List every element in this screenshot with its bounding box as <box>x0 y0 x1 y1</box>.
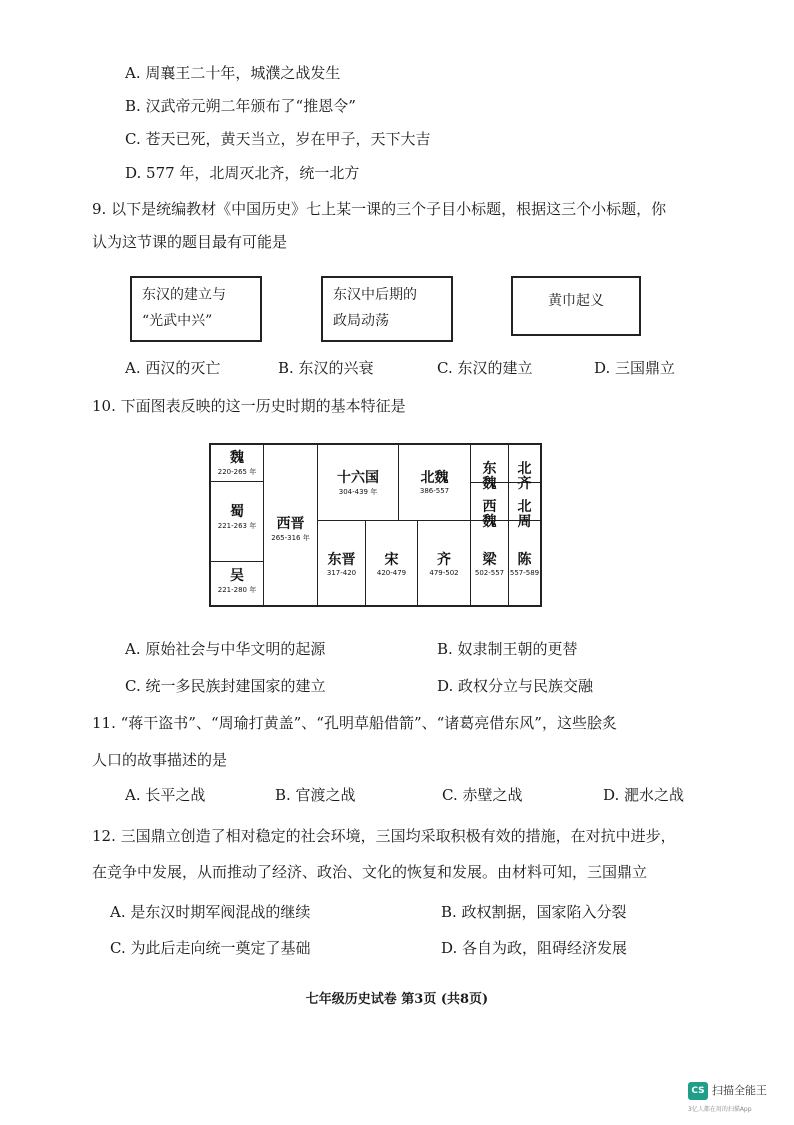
q9-stem-line1: 9. 以下是统编教材《中国历史》七上某一课的三个子目小标题，根据这三个小标题，你 <box>92 200 667 218</box>
cell-beizhou-name: 北 周 <box>517 499 532 530</box>
cell-dongjin <box>318 549 365 577</box>
q9-option-b: B. 东汉的兴衰 <box>278 359 374 377</box>
q9-box3-line1: 黄巾起义 <box>548 293 604 309</box>
q8-option-d: D. 577 年，北周灭北齐，统一北方 <box>125 164 360 182</box>
cell-song <box>366 549 417 577</box>
cell-shiliuguo <box>318 467 398 497</box>
page-footer: 七年级历史试卷 第3页 (共8页) <box>305 992 489 1007</box>
q9-box1-line2: “光武中兴” <box>142 313 213 329</box>
cell-dongjin-years: 317-420 <box>326 569 357 577</box>
cell-song-name: 宋 <box>384 552 399 568</box>
scanner-watermark <box>688 1080 788 1116</box>
cell-chen-name: 陈 <box>517 552 532 568</box>
cell-shiliuguo-years: 304-439 年 <box>338 488 378 496</box>
cell-wu-years: 221-280 年 <box>217 586 257 594</box>
q10-stem: 10. 下面图表反映的这一历史时期的基本特征是 <box>92 397 406 415</box>
q10-option-b: B. 奴隶制王朝的更替 <box>437 640 578 658</box>
cell-xijin <box>264 513 317 543</box>
q10-option-a: A. 原始社会与中华文明的起源 <box>125 640 326 658</box>
cell-beizhou <box>509 485 540 545</box>
cell-shu-years: 221-263 年 <box>217 522 257 530</box>
cell-beiqi-name: 北 齐 <box>517 461 532 492</box>
q9-option-d: D. 三国鼎立 <box>594 359 676 377</box>
q9-option-c: C. 东汉的建立 <box>437 359 533 377</box>
q11-option-b: B. 官渡之战 <box>275 786 356 804</box>
q11-stem-line2: 人口的故事描述的是 <box>92 751 228 769</box>
q8-option-c: C. 苍天已死，黄天当立，岁在甲子，天下大吉 <box>125 130 431 148</box>
cell-song-years: 420-479 <box>376 569 407 577</box>
q9-subtitle-box-1 <box>130 276 262 342</box>
q12-option-b: B. 政权割据，国家陷入分裂 <box>441 903 627 921</box>
q8-option-b: B. 汉武帝元朔二年颁布了“推恩令” <box>125 97 356 115</box>
q8-option-a: A. 周襄王二十年，城濮之战发生 <box>125 64 341 82</box>
cell-dongjin-name: 东晋 <box>327 552 356 568</box>
cell-wei <box>211 447 263 477</box>
watermark-app-name: 扫描全能王 <box>712 1084 767 1097</box>
q9-subtitle-box-2 <box>321 276 453 342</box>
cell-xiwei-name: 西 魏 <box>482 499 497 530</box>
q9-option-a: A. 西汉的灭亡 <box>125 359 221 377</box>
q9-box2-line2: 政局动荡 <box>333 313 389 329</box>
cell-xijin-years: 265-316 年 <box>271 534 310 542</box>
cell-chen-years: 557-589 <box>509 569 540 577</box>
cell-wu <box>211 565 263 595</box>
cell-liang-years: 502-557 <box>474 569 505 577</box>
q9-subtitle-box-3 <box>511 276 641 336</box>
cell-qi <box>418 549 470 577</box>
q11-option-a: A. 长平之战 <box>125 786 206 804</box>
q12-stem-line1: 12. 三国鼎立创造了相对稳定的社会环境，三国均采取积极有效的措施，在对抗中进步， <box>92 827 676 845</box>
cell-beiwei-years: 386-557 <box>419 487 450 495</box>
cell-chen <box>509 549 540 577</box>
q10-option-d: D. 政权分立与民族交融 <box>437 677 594 695</box>
cell-liang-name: 梁 <box>482 552 497 568</box>
q12-option-a: A. 是东汉时期军阀混战的继续 <box>110 903 311 921</box>
cell-shu <box>211 501 263 531</box>
q11-stem-line1: 11. “蒋干盗书”、“周瑜打黄盖”、“孔明草船借箭”、“诸葛亮借东风”，这些脍炙 <box>92 714 617 732</box>
cell-wu-name: 吴 <box>230 568 244 584</box>
cell-wei-years: 220-265 年 <box>217 468 257 476</box>
cell-xiwei <box>471 485 508 545</box>
cell-beiwei-name: 北魏 <box>420 470 449 486</box>
watermark-slogan: 3亿人都在用的扫描App <box>688 1106 752 1113</box>
q10-option-c: C. 统一多民族封建国家的建立 <box>125 677 326 695</box>
q9-box1-line1: 东汉的建立与 <box>142 287 226 303</box>
cell-qi-years: 479-502 <box>429 569 459 577</box>
cell-shiliuguo-name: 十六国 <box>337 470 379 486</box>
q9-stem-line2: 认为这节课的题目最有可能是 <box>92 233 288 251</box>
cell-wei-name: 魏 <box>230 450 244 466</box>
cell-dongwei-name: 东 魏 <box>482 461 497 492</box>
cell-shu-name: 蜀 <box>230 504 244 520</box>
camscanner-logo-icon: CS <box>688 1082 708 1100</box>
cell-liang <box>471 549 508 577</box>
cell-qi-name: 齐 <box>437 552 451 568</box>
q9-box2-line1: 东汉中后期的 <box>333 287 417 303</box>
q11-option-c: C. 赤壁之战 <box>442 786 523 804</box>
cell-xijin-name: 西晋 <box>276 516 305 532</box>
q12-option-c: C. 为此后走向统一奠定了基础 <box>110 939 311 957</box>
q12-option-d: D. 各自为政，阻碍经济发展 <box>441 939 628 957</box>
q11-option-d: D. 淝水之战 <box>603 786 685 804</box>
q12-stem-line2: 在竞争中发展，从而推动了经济、政治、文化的恢复和发展。由材料可知，三国鼎立 <box>92 863 648 881</box>
cell-beiwei <box>399 467 470 495</box>
dynasty-chart <box>209 443 542 607</box>
